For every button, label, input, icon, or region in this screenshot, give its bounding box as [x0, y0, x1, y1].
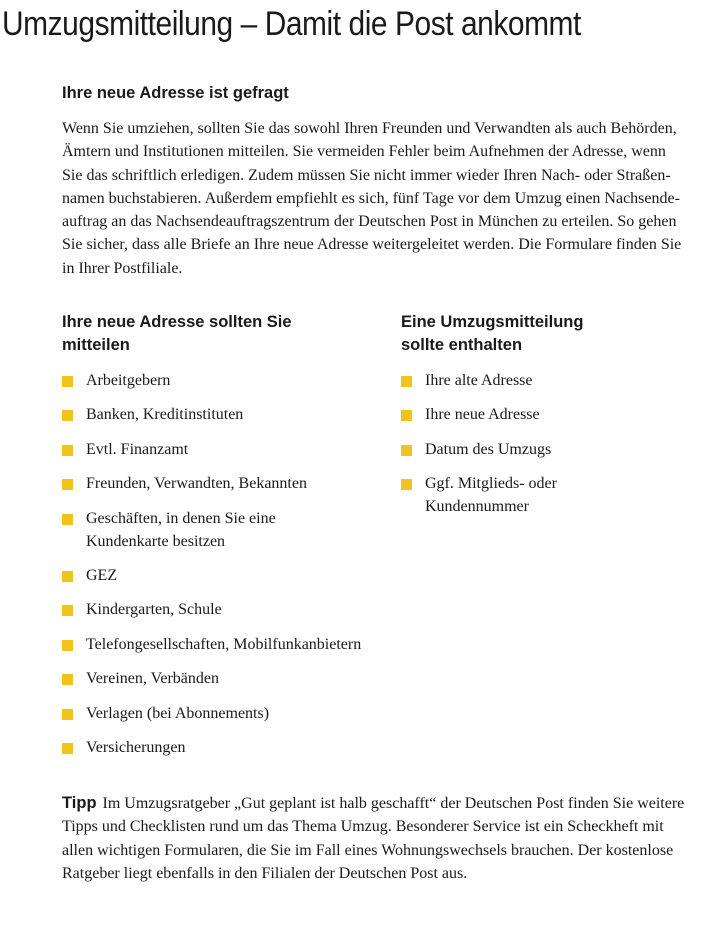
tipp-line: Ratgeber liegt ebenfalls in den Filialen der Deutschen Post aus.: [62, 864, 468, 882]
recipients-list: [62, 369, 392, 770]
intro-paragraph: [62, 117, 708, 280]
tipp-line: Tipps und Checklisten rund um das Thema Umzug. Besonderer Service ist ein Scheckheft mit: [62, 818, 664, 836]
square-bullet-icon: [62, 445, 73, 456]
list-item-text: Ggf. Mitglieds- oder: [425, 475, 557, 493]
list-item: [62, 369, 392, 392]
intro-line: auftrag an das Nachsendeauftragszentrum der Deutschen Post in München zu erteilen. So gehen: [62, 213, 677, 231]
intro-line: namen buchstabieren. Außerdem empfiehlt es sich, fünf Tage vor dem Umzug einen Nachsende-: [62, 189, 680, 207]
square-bullet-icon: [401, 445, 412, 456]
list-item-text: Datum des Umzugs: [425, 440, 552, 458]
square-bullet-icon: [401, 479, 412, 490]
list-item-text: Verlagen (bei Abonnements): [86, 704, 270, 722]
contents-heading: [401, 311, 701, 357]
tipp-line: [62, 792, 708, 815]
square-bullet-icon: [62, 410, 73, 421]
list-item-text: Ihre alte Adresse: [425, 372, 533, 389]
list-item: [401, 438, 701, 461]
list-item-text: Freunden, Verwandten, Bekannten: [86, 475, 307, 493]
square-bullet-icon: [62, 479, 73, 490]
page-title: Umzugsmitteilung – Damit die Post ankommt: [2, 5, 581, 43]
list-item: [62, 702, 392, 725]
list-item-text: Vereinen, Verbänden: [86, 670, 219, 688]
square-bullet-icon: [62, 709, 73, 720]
contents-heading-line: Eine Umzugsmitteilung: [401, 313, 584, 331]
list-item: [62, 564, 392, 587]
list-item-text: Telefongesellschaften, Mobilfunkanbietern: [86, 635, 362, 653]
list-item-text: GEZ: [86, 566, 118, 584]
list-item-text: Kindergarten, Schule: [86, 601, 222, 619]
square-bullet-icon: [62, 743, 73, 754]
square-bullet-icon: [62, 514, 73, 525]
list-item-text: Banken, Kreditinstituten: [86, 406, 244, 424]
list-item: [62, 507, 392, 553]
tipp-label: Tipp: [62, 794, 97, 812]
list-item-text: Ihre neue Adresse: [425, 406, 540, 424]
list-item-text: Kundenkarte besitzen: [86, 532, 226, 550]
list-item: [62, 403, 392, 426]
square-bullet-icon: [401, 376, 412, 387]
list-item: [401, 472, 701, 518]
intro-line: Wenn Sie umziehen, sollten Sie das sowohl Ihren Freunden und Verwandten als auch Behörden,: [62, 120, 677, 137]
list-item-text: Geschäften, in denen Sie eine: [86, 509, 276, 527]
square-bullet-icon: [62, 376, 73, 387]
list-item-text: Versicherungen: [86, 738, 186, 756]
intro-line: Ämtern und Institutionen mitteilen. Sie vermeiden Fehler beim Aufnehmen der Adresse, wenn: [62, 143, 666, 161]
list-item: [62, 667, 392, 690]
list-item: [62, 438, 392, 461]
contents-list: [401, 369, 701, 530]
list-item-text: Kundennummer: [425, 498, 529, 516]
tipp-line: allen wichtigen Formularen, die Sie im Fall eines Wohnungswechsels brauchen. Der kostenlose: [62, 841, 674, 859]
list-item: [62, 472, 392, 495]
list-item-text: Arbeitgebern: [86, 372, 171, 389]
list-item: [401, 403, 701, 426]
intro-line: in Ihrer Postfiliale.: [62, 259, 183, 277]
square-bullet-icon: [62, 674, 73, 685]
recipients-heading-line: Ihre neue Adresse sollten Sie: [62, 313, 292, 331]
list-item: [62, 736, 392, 759]
recipients-heading: [62, 311, 362, 357]
recipients-heading-line: mitteilen: [62, 336, 130, 354]
square-bullet-icon: [62, 605, 73, 616]
square-bullet-icon: [62, 640, 73, 651]
square-bullet-icon: [62, 571, 73, 582]
square-bullet-icon: [401, 410, 412, 421]
list-item: [401, 369, 701, 392]
list-item-text: Evtl. Finanzamt: [86, 440, 189, 458]
list-item: [62, 633, 392, 656]
intro-heading: Ihre neue Adresse ist gefragt: [62, 84, 289, 102]
tipp-paragraph: [62, 792, 708, 885]
intro-line: Sie das schriftlich erledigen. Zudem müssen Sie nicht immer wieder Ihren Nach- oder Straßen-: [62, 166, 671, 184]
list-item: [62, 598, 392, 621]
tipp-text: Im Umzugsratgeber „Gut geplant ist halb geschafft“ der Deutschen Post finden Sie weitere: [102, 795, 685, 812]
intro-line: Sie sicher, dass alle Briefe an Ihre neue Adresse weitergeleitet werden. Die Formulare finden Sie: [62, 236, 682, 254]
contents-heading-line: sollte enthalten: [401, 336, 523, 354]
